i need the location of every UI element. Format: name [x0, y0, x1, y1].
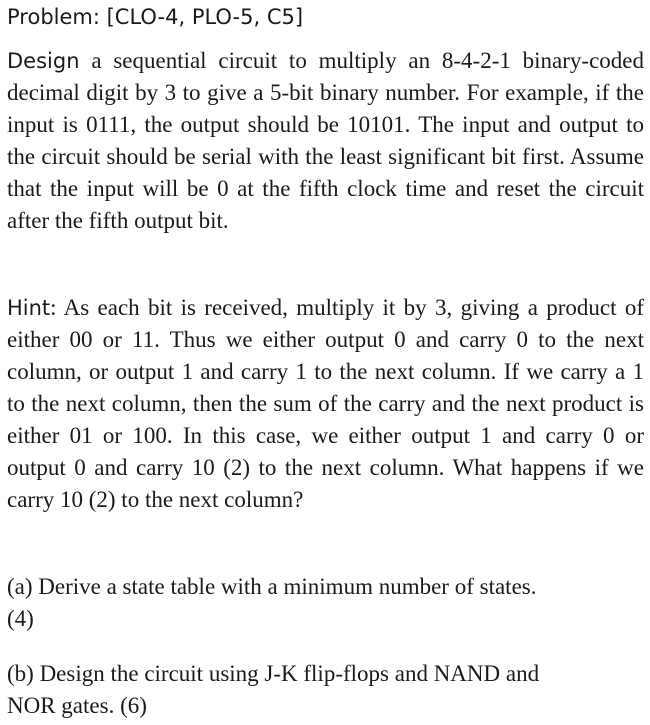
hint-lead-word: Hint: [7, 296, 51, 320]
part-b-line-2: NOR gates. (6): [7, 693, 147, 718]
design-paragraph: [7, 45, 644, 237]
design-lead-word: Design: [7, 49, 80, 73]
part-b-question: [7, 658, 644, 722]
hint-paragraph: [7, 292, 644, 516]
part-a-question: [7, 571, 644, 635]
part-a-marks: (4): [7, 606, 34, 631]
part-a-text: (a) Derive a state table with a minimum number of states.: [7, 574, 537, 599]
design-body-text: a sequential circuit to multiply an 8-4-2-1 binary-coded decimal digit by 3 to give a 5-bit binary number. For example, if the input is 0111, the output should be 10101. The input and output to the circuit should be serial with the least significant bit first. Assume that the input will be 0 at the fifth clock time and reset the circuit after the fifth output bit.: [7, 48, 644, 233]
hint-body-text: : As each bit is received, multiply it by 3, giving a product of either 00 or 11. Thus we either output 0 and carry 0 to the next column, or output 1 and carry 1 to the next column. If we carry a 1 to the next column, then the sum of the carry and the next product is either 01 or 100. In this case, we either output 1 and carry 0 or output 0 and carry 10 (2) to the next column. What happens if we carry 10 (2) to the next column?: [7, 295, 644, 512]
part-b-line-1: (b) Design the circuit using J-K flip-flops and NAND and: [7, 661, 540, 686]
problem-heading: Problem: [CLO-4, PLO-5, C5]: [7, 5, 304, 29]
